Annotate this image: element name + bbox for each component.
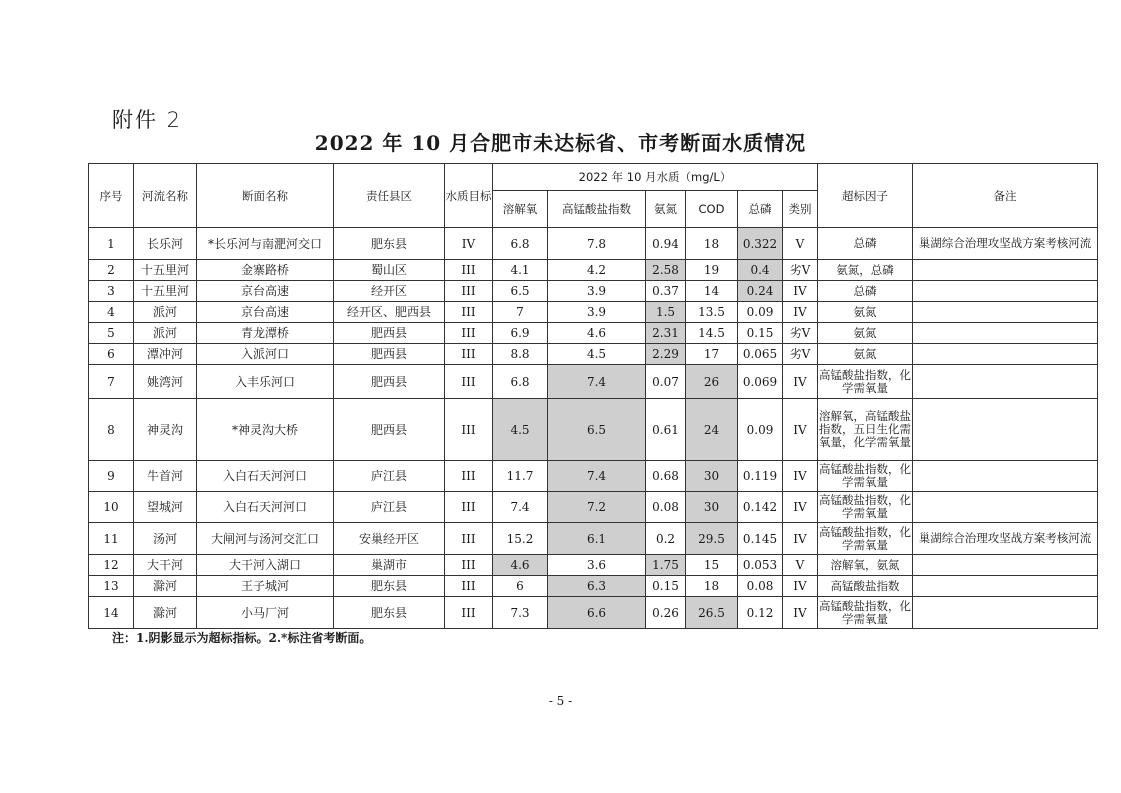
cell-codmn: 7.8 — [548, 228, 646, 260]
cell-cod: 24 — [686, 399, 738, 461]
cell-district: 经开区 — [334, 281, 445, 302]
cell-remark: 巢湖综合治理攻坚战方案考核河流 — [913, 228, 1098, 260]
table-row — [89, 576, 1098, 597]
cell-seq: 5 — [89, 323, 134, 344]
table-row — [89, 302, 1098, 323]
cell-section: *长乐河与南淝河交口 — [197, 228, 334, 260]
cell-exceed: 溶解氧，氨氮 — [818, 555, 913, 576]
cell-nh3: 2.31 — [646, 323, 686, 344]
cell-class: V — [783, 228, 818, 260]
cell-river: 望城河 — [134, 492, 197, 523]
cell-nh3: 0.61 — [646, 399, 686, 461]
cell-nh3: 0.15 — [646, 576, 686, 597]
cell-codmn: 6.5 — [548, 399, 646, 461]
cell-do: 4.5 — [493, 399, 548, 461]
header-exceed: 超标因子 — [818, 164, 913, 228]
cell-class: IV — [783, 523, 818, 555]
cell-river: 长乐河 — [134, 228, 197, 260]
cell-class: IV — [783, 492, 818, 523]
cell-do: 4.6 — [493, 555, 548, 576]
cell-exceed: 高锰酸盐指数，化学需氧量 — [818, 597, 913, 629]
cell-remark — [913, 576, 1098, 597]
cell-nh3: 1.5 — [646, 302, 686, 323]
cell-target: III — [445, 281, 493, 302]
water-quality-table — [88, 163, 1098, 629]
cell-codmn: 7.2 — [548, 492, 646, 523]
header-cod: COD — [686, 191, 738, 228]
header-do: 溶解氧 — [493, 191, 548, 228]
cell-class: 劣V — [783, 260, 818, 281]
cell-target: III — [445, 492, 493, 523]
cell-do: 7.3 — [493, 597, 548, 629]
table-row — [89, 365, 1098, 399]
cell-cod: 29.5 — [686, 523, 738, 555]
cell-cod: 18 — [686, 576, 738, 597]
cell-target: III — [445, 399, 493, 461]
cell-district: 肥西县 — [334, 323, 445, 344]
cell-class: IV — [783, 302, 818, 323]
table-row — [89, 523, 1098, 555]
cell-codmn: 4.2 — [548, 260, 646, 281]
cell-seq: 12 — [89, 555, 134, 576]
cell-remark — [913, 302, 1098, 323]
cell-target: III — [445, 344, 493, 365]
cell-target: III — [445, 523, 493, 555]
cell-district: 庐江县 — [334, 461, 445, 492]
cell-seq: 7 — [89, 365, 134, 399]
cell-seq: 11 — [89, 523, 134, 555]
cell-do: 6.8 — [493, 228, 548, 260]
cell-do: 11.7 — [493, 461, 548, 492]
cell-do: 7.4 — [493, 492, 548, 523]
cell-district: 蜀山区 — [334, 260, 445, 281]
page-title: 2022 年 10 月合肥市未达标省、市考断面水质情况 — [314, 131, 807, 155]
cell-class: V — [783, 555, 818, 576]
cell-section: 王子城河 — [197, 576, 334, 597]
cell-nh3: 0.08 — [646, 492, 686, 523]
cell-remark — [913, 344, 1098, 365]
cell-seq: 10 — [89, 492, 134, 523]
attachment-label: 附件 2 — [112, 108, 183, 132]
cell-cod: 30 — [686, 492, 738, 523]
cell-cod: 17 — [686, 344, 738, 365]
table-body — [89, 228, 1098, 629]
cell-target: III — [445, 365, 493, 399]
table-row — [89, 597, 1098, 629]
cell-exceed: 总磷 — [818, 228, 913, 260]
header-river: 河流名称 — [134, 164, 197, 228]
cell-district: 肥西县 — [334, 399, 445, 461]
cell-remark — [913, 260, 1098, 281]
page-number: - 5 - — [548, 694, 573, 708]
header-section: 断面名称 — [197, 164, 334, 228]
cell-target: III — [445, 555, 493, 576]
cell-tp: 0.08 — [738, 576, 783, 597]
cell-remark: 巢湖综合治理攻坚战方案考核河流 — [913, 523, 1098, 555]
cell-cod: 30 — [686, 461, 738, 492]
cell-codmn: 4.5 — [548, 344, 646, 365]
cell-class: IV — [783, 461, 818, 492]
cell-tp: 0.09 — [738, 399, 783, 461]
cell-seq: 9 — [89, 461, 134, 492]
cell-tp: 0.065 — [738, 344, 783, 365]
cell-river: 牛首河 — [134, 461, 197, 492]
cell-codmn: 6.3 — [548, 576, 646, 597]
cell-remark — [913, 492, 1098, 523]
cell-remark — [913, 323, 1098, 344]
cell-remark — [913, 555, 1098, 576]
cell-nh3: 0.2 — [646, 523, 686, 555]
table-row — [89, 228, 1098, 260]
cell-tp: 0.09 — [738, 302, 783, 323]
cell-codmn: 3.9 — [548, 302, 646, 323]
cell-codmn: 6.1 — [548, 523, 646, 555]
cell-nh3: 2.58 — [646, 260, 686, 281]
cell-nh3: 0.94 — [646, 228, 686, 260]
cell-section: 京台高速 — [197, 302, 334, 323]
cell-tp: 0.4 — [738, 260, 783, 281]
header-tp: 总磷 — [738, 191, 783, 228]
cell-district: 肥东县 — [334, 576, 445, 597]
cell-exceed: 氨氮 — [818, 323, 913, 344]
table-row — [89, 281, 1098, 302]
cell-seq: 13 — [89, 576, 134, 597]
cell-section: 小马厂河 — [197, 597, 334, 629]
cell-remark — [913, 399, 1098, 461]
cell-tp: 0.322 — [738, 228, 783, 260]
cell-river: 派河 — [134, 323, 197, 344]
cell-do: 15.2 — [493, 523, 548, 555]
cell-class: IV — [783, 399, 818, 461]
cell-district: 庐江县 — [334, 492, 445, 523]
cell-district: 肥东县 — [334, 597, 445, 629]
cell-remark — [913, 281, 1098, 302]
cell-cod: 26.5 — [686, 597, 738, 629]
cell-seq: 4 — [89, 302, 134, 323]
cell-river: 神灵沟 — [134, 399, 197, 461]
header-target: 水质目标 — [445, 164, 493, 228]
cell-district: 肥东县 — [334, 228, 445, 260]
cell-cod: 14 — [686, 281, 738, 302]
cell-tp: 0.15 — [738, 323, 783, 344]
cell-cod: 18 — [686, 228, 738, 260]
cell-river: 汤河 — [134, 523, 197, 555]
cell-river: 滁河 — [134, 597, 197, 629]
table-row — [89, 323, 1098, 344]
header-remark: 备注 — [913, 164, 1098, 228]
table-row — [89, 399, 1098, 461]
table-row — [89, 344, 1098, 365]
cell-exceed: 氨氮 — [818, 302, 913, 323]
cell-target: III — [445, 323, 493, 344]
table-row — [89, 555, 1098, 576]
cell-tp: 0.145 — [738, 523, 783, 555]
cell-exceed: 氨氮，总磷 — [818, 260, 913, 281]
cell-river: 滁河 — [134, 576, 197, 597]
cell-tp: 0.24 — [738, 281, 783, 302]
cell-exceed: 高锰酸盐指数，化学需氧量 — [818, 523, 913, 555]
cell-seq: 14 — [89, 597, 134, 629]
cell-nh3: 0.37 — [646, 281, 686, 302]
cell-river: 十五里河 — [134, 281, 197, 302]
header-codmn: 高锰酸盐指数 — [548, 191, 646, 228]
cell-class: 劣V — [783, 323, 818, 344]
cell-section: 金寨路桥 — [197, 260, 334, 281]
cell-codmn: 3.9 — [548, 281, 646, 302]
cell-river: 大干河 — [134, 555, 197, 576]
cell-target: III — [445, 576, 493, 597]
cell-nh3: 2.29 — [646, 344, 686, 365]
cell-tp: 0.053 — [738, 555, 783, 576]
cell-seq: 8 — [89, 399, 134, 461]
cell-district: 安巢经开区 — [334, 523, 445, 555]
cell-exceed: 高锰酸盐指数，化学需氧量 — [818, 461, 913, 492]
cell-tp: 0.119 — [738, 461, 783, 492]
header-nh3: 氨氮 — [646, 191, 686, 228]
cell-target: III — [445, 461, 493, 492]
cell-class: IV — [783, 576, 818, 597]
footnote: 注：1.阴影显示为超标指标。2.*标注省考断面。 — [112, 631, 372, 645]
cell-remark — [913, 461, 1098, 492]
cell-exceed: 高锰酸盐指数 — [818, 576, 913, 597]
cell-section: *神灵沟大桥 — [197, 399, 334, 461]
cell-section: 大闸河与汤河交汇口 — [197, 523, 334, 555]
cell-river: 十五里河 — [134, 260, 197, 281]
header-class: 类别 — [783, 191, 818, 228]
cell-nh3: 0.07 — [646, 365, 686, 399]
cell-remark — [913, 365, 1098, 399]
cell-codmn: 3.6 — [548, 555, 646, 576]
cell-target: III — [445, 302, 493, 323]
cell-district: 肥西县 — [334, 365, 445, 399]
cell-river: 派河 — [134, 302, 197, 323]
cell-section: 青龙潭桥 — [197, 323, 334, 344]
cell-target: III — [445, 597, 493, 629]
cell-remark — [913, 597, 1098, 629]
table-row — [89, 260, 1098, 281]
cell-exceed: 高锰酸盐指数，化学需氧量 — [818, 365, 913, 399]
cell-class: 劣V — [783, 344, 818, 365]
cell-river: 姚湾河 — [134, 365, 197, 399]
cell-do: 6.9 — [493, 323, 548, 344]
cell-tp: 0.142 — [738, 492, 783, 523]
cell-codmn: 7.4 — [548, 365, 646, 399]
cell-seq: 1 — [89, 228, 134, 260]
cell-class: IV — [783, 365, 818, 399]
cell-do: 6 — [493, 576, 548, 597]
cell-codmn: 7.4 — [548, 461, 646, 492]
cell-seq: 6 — [89, 344, 134, 365]
table-row — [89, 492, 1098, 523]
cell-section: 入派河口 — [197, 344, 334, 365]
cell-district: 巢湖市 — [334, 555, 445, 576]
cell-section: 入白石天河河口 — [197, 461, 334, 492]
cell-class: IV — [783, 597, 818, 629]
cell-section: 京台高速 — [197, 281, 334, 302]
cell-cod: 14.5 — [686, 323, 738, 344]
cell-do: 4.1 — [493, 260, 548, 281]
cell-nh3: 1.75 — [646, 555, 686, 576]
cell-district: 肥西县 — [334, 344, 445, 365]
header-district: 责任县区 — [334, 164, 445, 228]
table-row — [89, 461, 1098, 492]
cell-section: 入丰乐河口 — [197, 365, 334, 399]
cell-class: IV — [783, 281, 818, 302]
cell-exceed: 总磷 — [818, 281, 913, 302]
cell-codmn: 4.6 — [548, 323, 646, 344]
cell-exceed: 氨氮 — [818, 344, 913, 365]
cell-seq: 3 — [89, 281, 134, 302]
cell-do: 8.8 — [493, 344, 548, 365]
cell-nh3: 0.68 — [646, 461, 686, 492]
cell-target: IV — [445, 228, 493, 260]
cell-do: 7 — [493, 302, 548, 323]
cell-cod: 13.5 — [686, 302, 738, 323]
cell-do: 6.8 — [493, 365, 548, 399]
cell-tp: 0.069 — [738, 365, 783, 399]
cell-cod: 26 — [686, 365, 738, 399]
cell-section: 大干河入湖口 — [197, 555, 334, 576]
cell-tp: 0.12 — [738, 597, 783, 629]
cell-cod: 19 — [686, 260, 738, 281]
cell-district: 经开区、肥西县 — [334, 302, 445, 323]
cell-cod: 15 — [686, 555, 738, 576]
cell-section: 入白石天河河口 — [197, 492, 334, 523]
cell-exceed: 高锰酸盐指数，化学需氧量 — [818, 492, 913, 523]
cell-codmn: 6.6 — [548, 597, 646, 629]
header-seq: 序号 — [89, 164, 134, 228]
cell-river: 潭冲河 — [134, 344, 197, 365]
header-quality-group: 2022 年 10 月水质（mg/L） — [493, 164, 818, 191]
cell-exceed: 溶解氧，高锰酸盐指数，五日生化需氧量，化学需氧量 — [818, 399, 913, 461]
cell-seq: 2 — [89, 260, 134, 281]
cell-nh3: 0.26 — [646, 597, 686, 629]
cell-target: III — [445, 260, 493, 281]
cell-do: 6.5 — [493, 281, 548, 302]
